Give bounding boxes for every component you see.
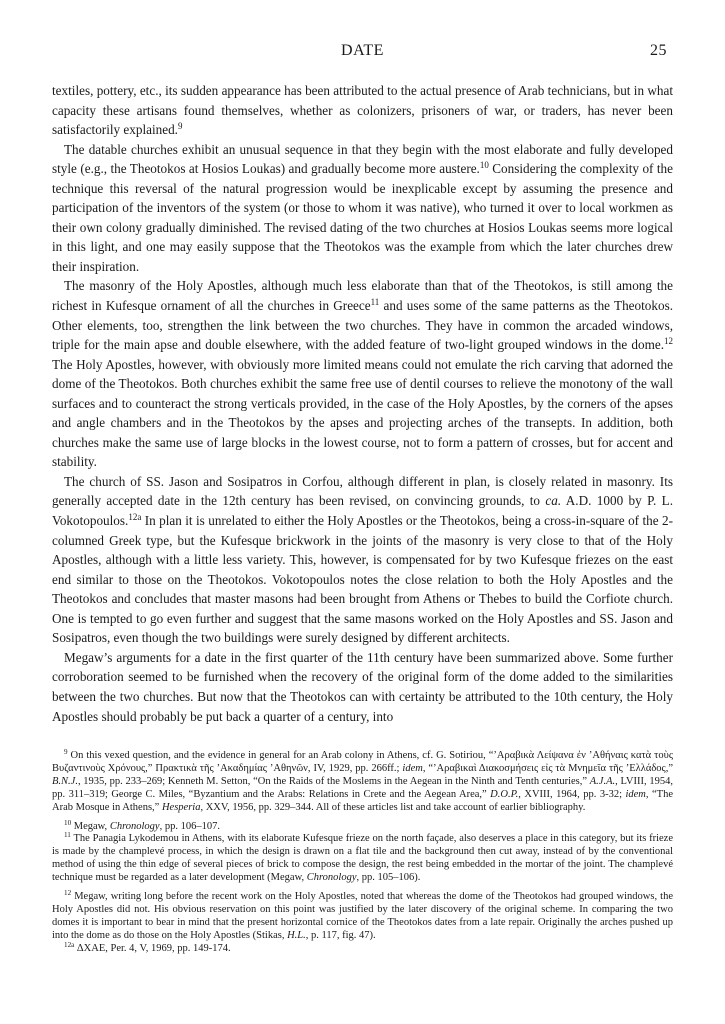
text-run: In plan it is unrelated to either the Holy Apostles or the Theotokos, being a cross-in-square of the 2-columned Greek type, but the Kufesque brickwork in the joints of the masonry is very close to that of the Holy Apostles, although with a little less variety. This, however, is compensated for by two Kufesque friezes on the east end similar to those on the Theotokos. Vokotopoulos notes the close relation to both the Holy Apostles and the Theotokos and concludes that master masons had been brought from Athens or Thebes to build the Corfiote church. One is tempted to go even further and suggest that the same masons worked on the Holy Apostles and SS. Jason and Sosipatros, even though the two buildings were surely designed by different architects. bbox=[52, 513, 673, 646]
footnote bbox=[52, 750, 673, 815]
text-run: , XVIII, 1964, pp. 3-32; bbox=[518, 788, 626, 800]
text-run: The datable churches exhibit an unusual sequence in that they begin with the most elaborate and fully developed style (e.g., the Theotokos at Hosios Loukas) and gradually become more austere. bbox=[52, 141, 673, 177]
text-run: , LVIII, 1954, pp. 311–319; George C. Miles, “Byzantium and the Arabs: Relations in Crete and the Aegean Area,” bbox=[52, 775, 673, 800]
text-run: and uses some of the same patterns as the Theotokos. Other elements, too, strengthen the link between the two churches. They have in common the arcaded windows, triple for the main apse and double elsewhere, with the added feature of two-light grouped windows in the dome. bbox=[52, 298, 673, 353]
text-run: , p. 117, fig. 47). bbox=[305, 929, 376, 941]
footnote-ref: 11 bbox=[370, 297, 380, 308]
paragraph bbox=[52, 140, 673, 277]
footnote bbox=[52, 833, 673, 885]
footnote-ref: 12a bbox=[64, 940, 75, 949]
italic-text: D.O.P. bbox=[490, 788, 519, 800]
footnote bbox=[52, 940, 673, 956]
text-run: A.D. 1000 by P. L. Vokotopoulos. bbox=[52, 493, 673, 529]
italic-text: ca. bbox=[545, 493, 562, 509]
running-title: DATE bbox=[341, 42, 384, 59]
italic-text: idem bbox=[402, 762, 423, 774]
italic-text: A.J.A. bbox=[589, 775, 616, 787]
running-head bbox=[52, 42, 673, 64]
paragraph bbox=[52, 276, 673, 471]
text-run: On this vexed question, and the evidence in general for an Arab colony in Athens, cf. G. Sotiriou, “’Αραβικὰ Λείψανα ἐν ’Αθήναις κατὰ τοὺς Βυζαντινοὺς Χρόνους,” Πρακτικὰ τῆς ’Ακαδημίας ’Αθηνῶν, IV, 1929, pp. 266ff.; bbox=[52, 750, 673, 774]
text-run: , “’Αραβικαὶ Διακοσμήσεις εἰς τὰ Μνημεῖα τῆς ’Ελλάδος,” bbox=[422, 762, 673, 774]
italic-text: Hesperia bbox=[161, 801, 201, 813]
paragraph bbox=[52, 81, 673, 140]
text-run: The masonry of the Holy Apostles, although much less elaborate than that of the Theotokos, is still among the richest in Kufesque ornament of all the churches in Greece bbox=[52, 278, 673, 314]
body-text bbox=[52, 81, 673, 726]
footnote-ref: 12 bbox=[64, 889, 72, 898]
footnotes bbox=[52, 750, 673, 956]
footnote-ref: 12 bbox=[664, 336, 673, 347]
page-number: 25 bbox=[650, 42, 667, 59]
footnote-ref: 9 bbox=[177, 121, 183, 132]
paragraph bbox=[52, 472, 673, 648]
text-run: Megaw’s arguments for a date in the first quarter of the 11th century have been summarized above. Some further corroboration seemed to be furnished when the recovery of the original form of the dome added to the similarities between the two churches. But now that the Theotokos can with certainty be attributed to the 10th century, the Holy Apostles should probably be put back a quarter of a century, into bbox=[52, 649, 673, 724]
text-run: , pp. 105–106). bbox=[356, 872, 421, 884]
text-run: , XXV, 1956, pp. 329–344. All of these articles list and take account of earlier bibliography. bbox=[200, 801, 586, 813]
text-run: The Holy Apostles, however, with obviously more limited means could not emulate the rich carving that adorned the dome of the Theotokos. Both churches exhibit the same free use of dentil courses to relieve the monotony of the wall surfaces and to counteract the strong verticals provided, in the case of the Holy Apostles, by the corners of the apses and angle chambers and in the Theotokos by the apses and projecting arches of the transepts. In addition, both churches make the same use of large blocks in the lowest course, not to form a pattern of crosses, but for accent and stability. bbox=[52, 356, 673, 470]
footnote-ref: 12a bbox=[128, 512, 142, 523]
footnote-ref: 10 bbox=[479, 160, 489, 171]
text-run: Megaw, bbox=[71, 820, 110, 832]
text-run: Megaw, writing long before the recent work on the Holy Apostles, noted that whereas the dome of the Theotokos had grouped windows, the Holy Apostles did not. His obvious reservation on this point was justified by the later discovery of the original scheme. In comparing the two domes it is important to bear in mind that the present horizontal cornice of the Theotokos dates from a late repair. Originally the arches pushed up into the dome as do those on the Holy Apostles (Stikas, bbox=[52, 891, 673, 941]
text-run: The Panagia Lykodemou in Athens, with its elaborate Kufesque frieze on the north façade, also deserves a place in this category, but its frieze is made by the champlevé process, in which the design is drawn on a flat tile and the background then cut away, instead of by the conventional method of using the thin edge of several pieces of brick to compose the design, the rest being embedded in the mortar of the joint. The champlevé technique must be regarded as a later development (Megaw, bbox=[52, 833, 673, 884]
italic-text: Chronology bbox=[109, 820, 160, 832]
text-run: Considering the complexity of the technique this reversal of the natural progression would be inexplicable except by assuming the presence and participation of the inventors of the system (or those to whom it was native), who turned it over to local workmen as their own colony gradually diminished. The revised dating of the two churches at Hosios Loukas seems more logical in this light, and one may easily suppose that the Theotokos was the example from which the later churches drew their inspiration. bbox=[52, 161, 673, 274]
text-run: , “The Arab Mosque in Athens,” bbox=[52, 788, 673, 813]
italic-text: Chronology bbox=[306, 872, 357, 884]
italic-text: idem bbox=[625, 788, 646, 800]
footnote bbox=[52, 891, 673, 943]
italic-text: B.N.J. bbox=[52, 775, 78, 787]
paragraph bbox=[52, 648, 673, 726]
footnote-ref: 11 bbox=[64, 831, 71, 840]
text-run: ΔΧΑΕ, Per. 4, V, 1969, pp. 149-174. bbox=[74, 942, 231, 954]
text-run: , 1935, pp. 233–269; Kenneth M. Setton, “On the Raids of the Moslems in the Aegean in the Ninth and Tenth centuries,” bbox=[77, 775, 590, 787]
italic-text: H.L. bbox=[287, 929, 306, 941]
footnote-ref: 10 bbox=[64, 818, 72, 827]
text-run: textiles, pottery, etc., its sudden appearance has been attributed to the actual presence of Arab technicians, but in what capacity these artisans found themselves, whether as colonizers, prisoners of war, or traders, has never been satisfactorily explained. bbox=[52, 83, 673, 138]
footnote bbox=[52, 818, 673, 834]
footnote-ref: 9 bbox=[64, 748, 68, 757]
text-run: The church of SS. Jason and Sosipatros in Corfou, although different in plan, is closely related in masonry. Its generally accepted date in the 12th century has been revised, on convincing grounds, to bbox=[52, 473, 673, 509]
text-run: , pp. 106–107. bbox=[159, 820, 220, 832]
